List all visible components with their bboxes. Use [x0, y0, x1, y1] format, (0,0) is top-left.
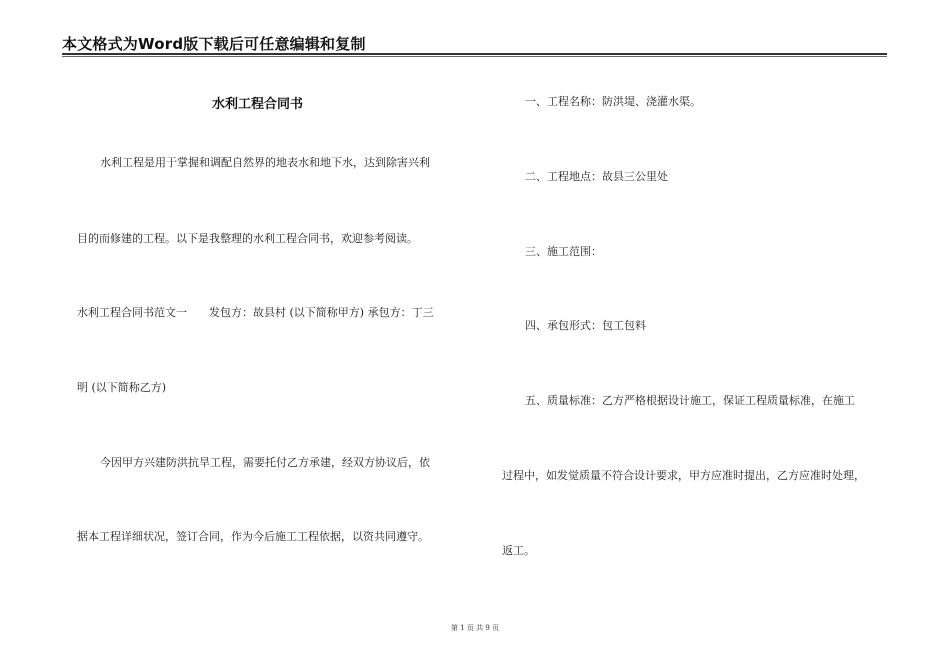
left-paragraph-line: 水利工程是用于掌握和调配自然界的地表水和地下水，达到除害兴利 [100, 156, 430, 169]
right-clause-line: 二、工程地点：故县三公里处 [525, 170, 668, 183]
right-clause-line: 五、质量标准：乙方严格根据设计施工，保证工程质量标准，在施工 [525, 394, 855, 407]
right-clause-line: 四、承包形式：包工包料 [525, 319, 646, 332]
right-clause-line: 过程中，如发觉质量不符合设计要求，甲方应准时提出，乙方应准时处理， [502, 469, 865, 482]
header-rule [62, 53, 887, 55]
header-notice: 本文格式为Word版下载后可任意编辑和复制 [62, 35, 366, 53]
header-rule-thin [62, 56, 887, 57]
page-number: 第 1 页 共 9 页 [450, 624, 500, 632]
left-paragraph-line: 今因甲方兴建防洪抗旱工程，需要托付乙方承建，经双方协议后，依 [100, 456, 430, 469]
left-paragraph-line: 据本工程详细状况，签订合同，作为今后施工工程依据，以资共同遵守。 [77, 530, 429, 543]
right-clause-line: 一、工程名称：防洪堤、浇灌水渠。 [525, 95, 701, 108]
right-clause-line: 三、施工范围： [525, 245, 602, 258]
left-paragraph-line: 明 (以下简称乙方) [77, 381, 167, 394]
document-title: 水利工程合同书 [212, 97, 304, 112]
right-clause-line: 返工。 [502, 544, 535, 557]
left-paragraph-line: 目的而修建的工程。以下是我整理的水利工程合同书，欢迎参考阅读。 [77, 232, 418, 245]
left-paragraph-line: 水利工程合同书范文一 发包方：故县村 (以下简称甲方) 承包方：丁三 [77, 306, 434, 319]
